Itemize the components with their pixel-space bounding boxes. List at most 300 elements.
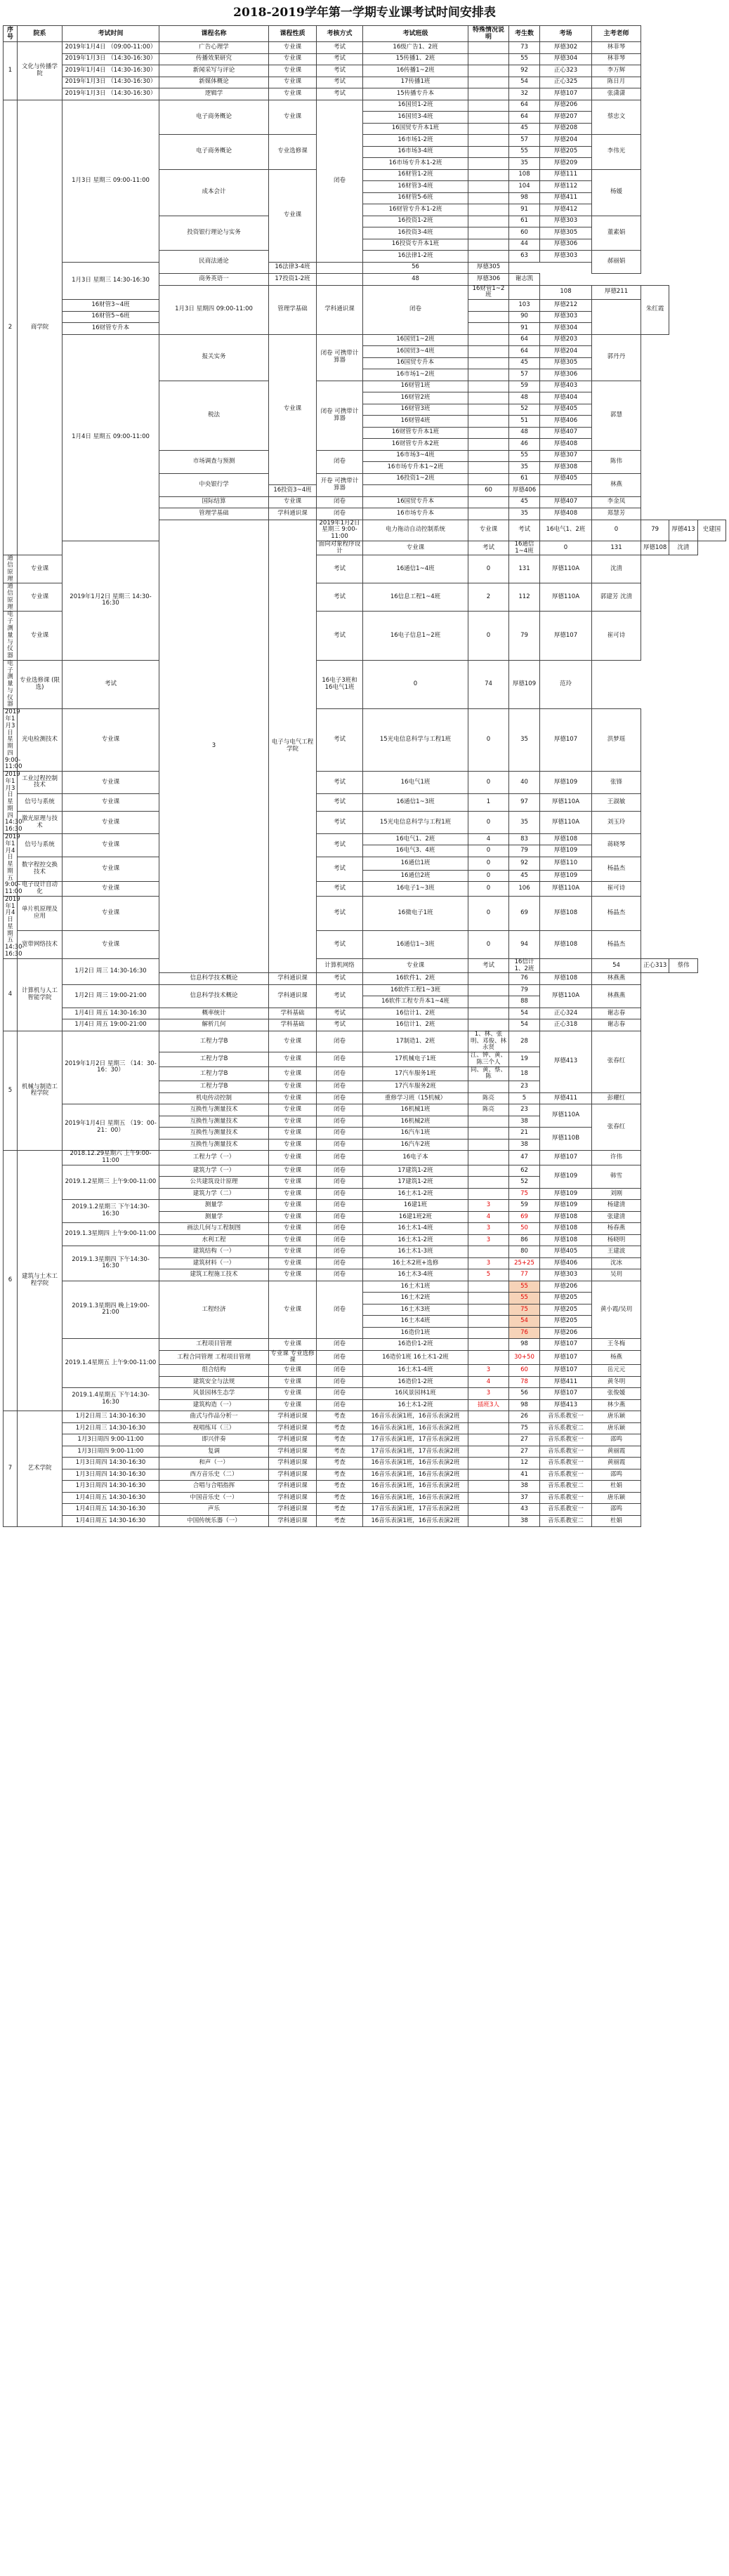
table-cell: 中央银行学: [159, 473, 269, 496]
table-cell: 电子与电气工程学院: [269, 520, 317, 973]
table-cell: 16通信2班: [363, 870, 468, 882]
table-cell: 厚德110: [540, 857, 592, 870]
table-cell: 16市场3-4班: [363, 146, 468, 158]
table-cell: 16土木1-3班: [363, 1246, 468, 1258]
table-cell: 闭卷: [317, 450, 363, 473]
table-cell: 88: [509, 996, 540, 1008]
table-row: [4, 334, 726, 346]
table-cell: 工程经济: [159, 1281, 269, 1339]
table-cell: 建筑材料（一）: [159, 1257, 269, 1269]
table-cell: 5: [4, 1031, 18, 1150]
table-cell: 厚德110B: [540, 1128, 592, 1151]
table-cell: 16土木1-2班: [363, 1234, 468, 1246]
table-cell: 16国贸1~2班: [363, 334, 468, 346]
table-cell: 16财管3-4班: [363, 181, 468, 193]
table-cell: 复调: [159, 1446, 269, 1458]
table-cell: 音乐系教室一: [540, 1458, 592, 1469]
table-cell: 王淑敏: [592, 793, 641, 811]
table-cell: 69: [509, 1211, 540, 1223]
table-cell: 厚德405: [540, 473, 592, 485]
table-cell: 2019年1月3日 （14:30-16:30）: [63, 53, 159, 65]
table-cell: 郭慧: [592, 381, 641, 450]
table-cell: 1、林、张明、邓俊、林永贤: [468, 1031, 509, 1052]
table-cell: 17投资1-2班: [269, 274, 317, 286]
table-cell: 16国贸3-4班: [363, 112, 468, 124]
table-cell: 电子设计自动化: [18, 882, 63, 897]
table-cell: [468, 1492, 509, 1504]
table-cell: [468, 1246, 509, 1258]
header-row: [4, 26, 726, 42]
table-cell: 厚德404: [540, 392, 592, 404]
table-cell: 杨晶杰: [592, 931, 641, 959]
table-cell: 学科通识课: [269, 973, 317, 985]
table-cell: 17制造1、2班: [363, 1031, 468, 1052]
table-cell: 16投资3~4班: [269, 485, 317, 497]
table-cell: 厚德306: [540, 239, 592, 251]
table-cell: 杜娟: [592, 1481, 641, 1493]
table-cell: 专业课: [269, 1257, 317, 1269]
table-cell: 38: [509, 1116, 540, 1128]
table-cell: 专业选修课: [269, 135, 317, 170]
table-cell: 16电子本: [363, 1151, 468, 1165]
table-cell: 厚德110A: [540, 793, 592, 811]
table-cell: 厚德107: [540, 612, 592, 660]
table-cell: 16音乐表演1班，16音乐表演2班: [363, 1411, 468, 1423]
table-cell: 45: [509, 123, 540, 135]
table-cell: 郑慧芳: [592, 508, 641, 520]
table-cell: [468, 1128, 509, 1140]
table-cell: 工程力学B: [159, 1031, 269, 1052]
table-cell: 考试: [317, 931, 363, 959]
table-cell: [468, 1411, 509, 1423]
table-cell: 专业课: [269, 1128, 317, 1140]
table-cell: 108: [540, 285, 592, 300]
table-cell: 厚德109: [540, 870, 592, 882]
table-cell: 许伟: [592, 1151, 641, 1165]
table-cell: 专业课: [18, 583, 63, 612]
table-cell: [468, 1116, 509, 1128]
table-cell: 计算机网络: [317, 958, 363, 973]
table-cell: 76: [509, 973, 540, 985]
table-cell: 0: [468, 845, 509, 857]
table-cell: 5: [468, 1269, 509, 1281]
table-cell: 92: [509, 65, 540, 77]
table-row: [4, 1411, 726, 1423]
table-cell: 商务英语一: [159, 274, 269, 286]
table-cell: 邵鸣: [592, 1504, 641, 1516]
table-cell: 厚德107: [540, 88, 592, 100]
table-cell: 3: [468, 1388, 509, 1400]
table-cell: 林燕: [592, 473, 641, 496]
table-cell: 45: [509, 496, 540, 508]
table-cell: 厚德209: [540, 158, 592, 170]
table-cell: 电子商务概论: [159, 135, 269, 170]
table-cell: 杜娟: [592, 1515, 641, 1527]
table-cell: 厚德302: [540, 42, 592, 54]
table-cell: 专业课: [269, 334, 317, 485]
table-cell: 厚德109: [540, 845, 592, 857]
table-cell: 闭卷: [317, 1104, 363, 1116]
table-cell: 考试: [317, 1008, 363, 1019]
table-cell: 刘玉玲: [592, 812, 641, 834]
table-cell: [540, 958, 592, 973]
table-cell: [468, 1316, 509, 1328]
table-cell: 1月4日 周五 19:00-21:00: [63, 1019, 159, 1031]
table-cell: 55: [509, 1281, 540, 1293]
table-cell: 考试: [317, 77, 363, 88]
table-cell: 张建清: [592, 1211, 641, 1223]
table-cell: 厚德411: [540, 192, 592, 204]
table-cell: 48: [363, 274, 468, 286]
table-cell: 44: [509, 239, 540, 251]
table-cell: [468, 1469, 509, 1481]
table-cell: 16造价1-2班: [363, 1376, 468, 1388]
table-cell: 考试: [317, 812, 363, 834]
table-cell: 黄丽霞: [592, 1446, 641, 1458]
table-cell: 厚德110A: [540, 812, 592, 834]
table-cell: 厚德411: [540, 1092, 592, 1104]
table-cell: 2019年1月3日 星期四 9:00-11:00: [4, 709, 18, 772]
table-cell: 16音乐表演1班，16音乐表演2班: [363, 1469, 468, 1481]
table-cell: 0: [468, 896, 509, 930]
table-row: [4, 931, 726, 959]
table-cell: [468, 1434, 509, 1446]
table-row: [4, 1008, 726, 1019]
table-cell: 厚德306: [540, 369, 592, 381]
table-cell: 52: [509, 404, 540, 416]
table-cell: 1月3日周四 9:00-11:00: [63, 1446, 159, 1458]
table-cell: 64: [509, 100, 540, 112]
table-cell: 17机械电子1班: [363, 1052, 468, 1067]
table-row: [4, 1151, 726, 1165]
table-cell: [468, 1304, 509, 1316]
table-body: [4, 42, 726, 1527]
table-cell: 厚德110A: [540, 984, 592, 1008]
table-cell: 张春红: [592, 1104, 641, 1151]
table-cell: 闭卷: [317, 1388, 363, 1400]
table-cell: 考试: [317, 772, 363, 794]
table-cell: 0: [468, 882, 509, 897]
table-cell: 15光电信息科学与工程1班: [363, 812, 468, 834]
table-cell: 3: [468, 1200, 509, 1212]
table-cell: 西方音乐史（二）: [159, 1469, 269, 1481]
table-row: [4, 1019, 726, 1031]
table-cell: 考试: [468, 958, 509, 973]
table-cell: 工程项目管理: [159, 1339, 269, 1351]
table-cell: 宽带网络技术: [18, 931, 63, 959]
table-cell: 信号与系统: [18, 793, 63, 811]
table-cell: 54: [509, 77, 540, 88]
table-cell: 57: [509, 369, 540, 381]
table-row: [4, 1515, 726, 1527]
table-row: [4, 1492, 726, 1504]
table-row: [4, 1504, 726, 1516]
table-cell: 唐乐颖: [592, 1492, 641, 1504]
table-cell: 16通信1~4班: [509, 541, 540, 555]
table-cell: 厚德207: [540, 112, 592, 124]
table-cell: 投资银行理论与实务: [159, 216, 269, 251]
table-cell: 厚德108: [540, 973, 592, 985]
table-cell: 测量学: [159, 1211, 269, 1223]
table-row: [4, 1446, 726, 1458]
table-row: [4, 857, 726, 870]
table-cell: 吴玥: [592, 1269, 641, 1281]
table-cell: [468, 135, 509, 147]
table-cell: 2019.1.3星期四 下午14:30-16:30: [63, 1246, 159, 1281]
table-cell: 闭卷: [317, 1128, 363, 1140]
table-cell: 专业课: [63, 709, 159, 772]
table-cell: 考查: [317, 1515, 363, 1527]
table-cell: 闭卷: [317, 1223, 363, 1235]
table-cell: 厚德308: [540, 462, 592, 474]
table-row: [4, 1104, 726, 1116]
table-cell: 17建筑1-2班: [363, 1177, 468, 1189]
table-cell: 3: [468, 1257, 509, 1269]
table-cell: 朱红霞: [641, 285, 669, 334]
table-cell: 机电传动控制: [159, 1092, 269, 1104]
table-row: [4, 958, 726, 973]
table-cell: 1: [4, 42, 18, 100]
table-cell: 75: [509, 1422, 540, 1434]
table-cell: [468, 227, 509, 239]
table-cell: 厚德307: [540, 450, 592, 462]
table-cell: 考试: [317, 42, 363, 54]
table-cell: [468, 1481, 509, 1493]
table-cell: 108: [509, 169, 540, 181]
table-cell: 文化与传播学院: [18, 42, 63, 100]
table-cell: 40: [509, 772, 540, 794]
table-cell: 林菲琴: [592, 53, 641, 65]
table-cell: 音乐系教室一: [540, 1469, 592, 1481]
table-cell: 0: [540, 541, 592, 555]
table-cell: 专业课: [63, 882, 159, 897]
table-cell: 16市场1~2班: [363, 369, 468, 381]
table-row: [4, 812, 726, 834]
table-cell: 16财管专升本1班: [363, 427, 468, 439]
table-cell: 和声（一）: [159, 1458, 269, 1469]
table-cell: 15传播1、2班: [363, 53, 468, 65]
table-cell: [509, 285, 540, 300]
table-cell: 闭卷: [317, 1350, 363, 1365]
table-cell: 谢志春: [592, 1008, 641, 1019]
table-cell: 陈亮: [468, 1092, 509, 1104]
table-cell: 16软件1、2班: [363, 973, 468, 985]
table-cell: 19: [509, 1052, 540, 1067]
table-cell: 16土木4班: [363, 1316, 468, 1328]
table-cell: 0: [468, 812, 509, 834]
table-cell: 考试: [317, 65, 363, 77]
table-cell: [468, 1515, 509, 1527]
table-cell: 91: [509, 204, 540, 216]
table-cell: 专业课: [269, 169, 317, 262]
table-cell: 建筑力学（二）: [159, 1188, 269, 1200]
table-cell: 学科通识课: [269, 1411, 317, 1423]
table-cell: 专业课: [63, 812, 159, 834]
table-cell: 黄小霞/吴玥: [592, 1281, 641, 1339]
table-cell: 5: [509, 1092, 540, 1104]
table-cell: 闭卷: [317, 1031, 363, 1052]
table-row: [4, 1434, 726, 1446]
table-cell: [468, 450, 509, 462]
table-cell: 16信息工程1~4班: [363, 583, 468, 612]
table-cell: 16造价1班: [363, 1327, 468, 1339]
table-cell: 103: [509, 300, 540, 312]
table-cell: 厚德408: [540, 508, 592, 520]
table-cell: [468, 311, 509, 323]
table-cell: 考试: [317, 88, 363, 100]
table-cell: 16土木1-2班: [363, 1399, 468, 1411]
table-cell: 16投资3-4班: [363, 227, 468, 239]
table-cell: 通信原理: [4, 583, 18, 612]
table-cell: 考试: [317, 53, 363, 65]
table-cell: 沈清: [669, 541, 697, 555]
table-cell: 1月4日 星期五 09:00-11:00: [63, 334, 159, 541]
table-cell: 16信计1、2班: [509, 958, 540, 973]
table-cell: 林燕燕: [592, 984, 641, 1008]
table-cell: 郭丹丹: [592, 334, 641, 381]
table-cell: 闭卷: [317, 1200, 363, 1212]
table-cell: 1月2日 周三 14:30-16:30: [63, 958, 159, 984]
table-cell: [317, 262, 363, 274]
table-cell: 131: [592, 541, 641, 555]
table-cell: 0: [592, 520, 641, 541]
table-cell: 闭卷: [317, 1139, 363, 1151]
table-cell: 蔡伟: [669, 958, 697, 973]
table-cell: 闭卷: [317, 1339, 363, 1351]
table-cell: 2019.1.3星期四 上午9:00-11:00: [63, 1223, 159, 1246]
table-cell: 专业课: [269, 1281, 317, 1339]
table-cell: 厚德413: [540, 1031, 592, 1092]
table-row: [4, 53, 726, 65]
table-cell: 工程力学B: [159, 1066, 269, 1081]
table-cell: 35: [509, 462, 540, 474]
table-cell: [468, 42, 509, 54]
table-cell: 蔡忠文: [592, 100, 641, 135]
table-cell: 光电检测技术: [18, 709, 63, 772]
table-cell: 厚德305: [540, 357, 592, 369]
table-cell: 厚德211: [592, 285, 641, 300]
table-cell: 16电气1班: [363, 772, 468, 794]
table-cell: [468, 1339, 509, 1351]
table-cell: 76: [509, 1327, 540, 1339]
table-cell: 18: [509, 1066, 540, 1081]
table-cell: 厚德204: [540, 135, 592, 147]
col-header-special: 特殊情况说明: [468, 26, 509, 42]
table-cell: [468, 300, 509, 312]
table-cell: 73: [509, 42, 540, 54]
col-header-nature: 课程性质: [269, 26, 317, 42]
table-cell: 闭卷: [317, 1188, 363, 1200]
table-cell: [468, 984, 509, 996]
table-cell: 2019年1月2日 星期三 9:00-11:00: [317, 520, 363, 541]
table-cell: 16土木3班: [363, 1304, 468, 1316]
table-cell: 2019年1月4日 （14:30-16:30）: [63, 65, 159, 77]
table-cell: 考试: [317, 612, 363, 660]
table-cell: 2019.1.2星期三 上午9:00-11:00: [63, 1165, 159, 1200]
table-cell: 75: [509, 1304, 540, 1316]
table-cell: 16国贸1-2班: [363, 100, 468, 112]
table-cell: 厚德206: [540, 100, 592, 112]
table-cell: 1月3日 星期三 09:00-11:00: [63, 100, 159, 262]
table-cell: 厚德108: [641, 541, 669, 555]
table-cell: 测量学: [159, 1200, 269, 1212]
table-cell: 16土木2班: [363, 1293, 468, 1304]
table-cell: 专业课: [269, 53, 317, 65]
table-cell: 通信原理: [4, 555, 18, 583]
table-cell: 学科通识课: [269, 508, 317, 520]
table-cell: 闭卷: [317, 1066, 363, 1081]
table-cell: 市场调查与预测: [159, 450, 269, 473]
table-cell: 17音乐表演1班，17音乐表演2班: [363, 1504, 468, 1516]
table-cell: 合唱与合唱指挥: [159, 1481, 269, 1493]
table-cell: 38: [509, 1139, 540, 1151]
table-cell: 工业过程控制技术: [18, 772, 63, 794]
table-cell: 27: [509, 1446, 540, 1458]
table-cell: 3: [468, 1234, 509, 1246]
table-cell: [468, 146, 509, 158]
table-cell: 2: [4, 100, 18, 555]
table-row: [4, 1422, 726, 1434]
table-cell: 16造价1-2班: [363, 1339, 468, 1351]
table-cell: 16财管专升本1-2班: [363, 204, 468, 216]
table-cell: 厚德108: [540, 1234, 592, 1246]
table-cell: 建筑结构（一）: [159, 1246, 269, 1258]
table-cell: 厚德110A: [540, 882, 592, 897]
table-cell: 2019年1月4日 星期五 14:30-16:30: [4, 896, 18, 958]
table-cell: 16建1班: [363, 1200, 468, 1212]
table-cell: 厚德412: [540, 204, 592, 216]
table-cell: 专业课: [269, 1399, 317, 1411]
table-cell: 64: [509, 346, 540, 358]
table-cell: 闭卷: [317, 1151, 363, 1165]
exam-schedule-table: [3, 25, 726, 1527]
table-cell: 56: [509, 1388, 540, 1400]
table-cell: [468, 239, 509, 251]
col-header-index: 序号: [4, 26, 18, 42]
table-cell: [468, 53, 509, 65]
table-cell: 1月3日 星期四 09:00-11:00: [159, 285, 269, 334]
table-cell: 考查: [317, 1504, 363, 1516]
table-cell: 厚德110A: [540, 555, 592, 583]
table-row: [4, 1165, 726, 1177]
table-cell: 考试: [317, 709, 363, 772]
table-cell: 中国传统乐器（一）: [159, 1515, 269, 1527]
table-cell: 闭卷 可携带计算器: [317, 334, 363, 381]
table-cell: 学科通识课: [269, 1458, 317, 1469]
table-cell: 专业课: [269, 1365, 317, 1377]
table-cell: [468, 100, 509, 112]
table-cell: 考试: [63, 660, 159, 708]
table-row: [4, 88, 726, 100]
table-cell: 51: [509, 416, 540, 428]
table-cell: 闭卷 可携带计算器: [317, 381, 363, 450]
table-cell: 建筑与土木工程学院: [18, 1151, 63, 1411]
table-cell: 音乐系教室一: [540, 1504, 592, 1516]
table-cell: 互换性与测量技术: [159, 1139, 269, 1151]
table-cell: 3: [468, 1365, 509, 1377]
table-cell: 2019年1月2日 星期三 （14：30-16：30）: [63, 1031, 159, 1104]
table-cell: 音乐系教室一: [540, 1446, 592, 1458]
table-cell: 46: [509, 439, 540, 451]
table-cell: 厚德109: [540, 1165, 592, 1188]
table-cell: 厚德413: [540, 1399, 592, 1411]
table-cell: [468, 1504, 509, 1516]
table-cell: 16财管3~4班: [63, 300, 159, 312]
table-cell: 12: [509, 1458, 540, 1469]
table-cell: 信息科学技术概论: [159, 973, 269, 985]
col-header-room: 考场: [540, 26, 592, 42]
table-cell: 厚德208: [540, 123, 592, 135]
